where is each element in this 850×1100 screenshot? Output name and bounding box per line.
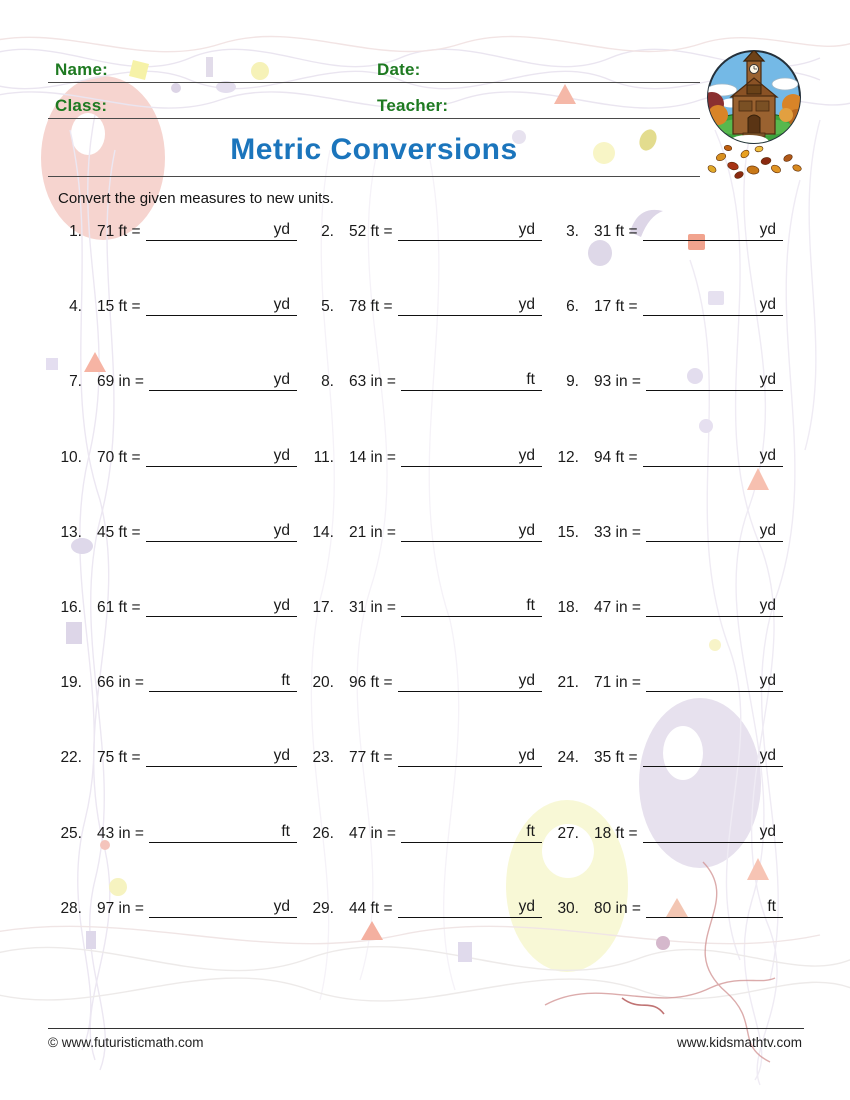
- answer-blank[interactable]: [646, 898, 783, 918]
- problem-number: 16.: [60, 598, 82, 616]
- answer-blank[interactable]: [401, 522, 542, 542]
- problem-question: 33 in =: [594, 523, 641, 541]
- footer-partner-link[interactable]: www.kidsmathtv.com: [676, 1035, 802, 1050]
- problem-number: 26.: [312, 824, 334, 842]
- problem-item: [310, 217, 542, 241]
- unit-label: yd: [273, 596, 290, 614]
- answer-blank[interactable]: [146, 447, 297, 467]
- problem-number: 18.: [557, 598, 579, 616]
- problem-question: 47 in =: [349, 824, 396, 842]
- page-title: Metric Conversions: [230, 133, 518, 166]
- unit-label: yd: [273, 296, 290, 314]
- unit-label: yd: [759, 446, 776, 464]
- unit-label: yd: [518, 296, 535, 314]
- problem-question: 35 ft =: [594, 749, 638, 767]
- problem-number: 7.: [69, 373, 82, 391]
- problem-number: 9.: [566, 373, 579, 391]
- problem-item: [310, 367, 542, 391]
- problems-grid: [58, 217, 788, 969]
- answer-blank[interactable]: [146, 597, 297, 617]
- problem-item: [310, 593, 542, 617]
- problem-question: 63 in =: [349, 373, 396, 391]
- problem-item: [310, 894, 542, 918]
- unit-label: yd: [273, 221, 290, 238]
- answer-blank[interactable]: [646, 371, 783, 391]
- problem-number: 27.: [557, 824, 579, 842]
- problem-question: 78 ft =: [349, 298, 393, 316]
- title-divider: [48, 176, 700, 177]
- problem-question: 71 ft =: [97, 223, 141, 240]
- problem-item: [58, 593, 297, 617]
- answer-blank[interactable]: [401, 371, 542, 391]
- problem-number: 14.: [312, 523, 334, 541]
- problem-number: 10.: [60, 448, 82, 466]
- answer-blank[interactable]: [401, 597, 542, 617]
- answer-blank[interactable]: [149, 672, 297, 692]
- answer-blank[interactable]: [398, 672, 542, 692]
- problem-question: 70 ft =: [97, 448, 141, 466]
- answer-blank[interactable]: [398, 221, 542, 241]
- problem-number: 5.: [321, 298, 334, 316]
- problem-item: [555, 443, 783, 467]
- problem-number: 15.: [557, 523, 579, 541]
- unit-label: ft: [526, 371, 535, 389]
- problem-number: 28.: [60, 899, 82, 917]
- footer-divider: [48, 1028, 804, 1029]
- answer-blank[interactable]: [643, 747, 783, 767]
- unit-label: yd: [759, 747, 776, 765]
- problem-question: 18 ft =: [594, 824, 638, 842]
- footer-source-link[interactable]: © www.futuristicmath.com: [48, 1035, 204, 1050]
- unit-label: ft: [526, 596, 535, 614]
- unit-label: yd: [759, 221, 776, 238]
- problem-number: 11.: [313, 448, 334, 466]
- problem-number: 8.: [321, 373, 334, 391]
- problem-number: 2.: [321, 223, 334, 240]
- unit-label: yd: [759, 371, 776, 389]
- unit-label: ft: [281, 822, 290, 840]
- problem-item: [310, 819, 542, 843]
- problem-question: 52 ft =: [349, 223, 393, 240]
- unit-label: yd: [759, 521, 776, 539]
- problem-question: 71 in =: [594, 674, 641, 692]
- unit-label: yd: [273, 897, 290, 915]
- answer-blank[interactable]: [646, 597, 783, 617]
- problem-question: 61 ft =: [97, 598, 141, 616]
- class-label: Class:: [55, 96, 108, 115]
- problem-number: 4.: [69, 298, 82, 316]
- unit-label: yd: [518, 446, 535, 464]
- problem-question: 66 in =: [97, 674, 144, 692]
- problem-item: [58, 819, 297, 843]
- problem-item: [310, 668, 542, 692]
- problem-question: 69 in =: [97, 373, 144, 391]
- unit-label: yd: [273, 371, 290, 389]
- problem-question: 45 ft =: [97, 523, 141, 541]
- problem-item: [58, 668, 297, 692]
- date-label: Date:: [377, 60, 421, 79]
- answer-blank[interactable]: [398, 898, 542, 918]
- problem-item: [555, 292, 783, 316]
- problem-question: 80 in =: [594, 899, 641, 917]
- problem-question: 44 ft =: [349, 899, 393, 917]
- problem-question: 31 ft =: [594, 223, 638, 240]
- problem-number: 23.: [312, 749, 334, 767]
- problem-item: [58, 518, 297, 542]
- problem-number: 22.: [60, 749, 82, 767]
- answer-blank[interactable]: [643, 296, 783, 316]
- answer-blank[interactable]: [643, 221, 783, 241]
- problem-item: [555, 894, 783, 918]
- answer-blank[interactable]: [643, 823, 783, 843]
- problem-number: 6.: [566, 298, 579, 316]
- unit-label: ft: [281, 672, 290, 690]
- problem-item: [555, 367, 783, 391]
- problem-number: 3.: [566, 223, 579, 240]
- problem-question: 75 ft =: [97, 749, 141, 767]
- answer-blank[interactable]: [401, 823, 542, 843]
- problem-item: [58, 894, 297, 918]
- answer-blank[interactable]: [146, 296, 297, 316]
- unit-label: yd: [518, 672, 535, 690]
- answer-blank[interactable]: [146, 522, 297, 542]
- problem-item: [310, 292, 542, 316]
- answer-blank[interactable]: [646, 522, 783, 542]
- problem-item: [555, 819, 783, 843]
- answer-blank[interactable]: [146, 747, 297, 767]
- problem-question: 17 ft =: [594, 298, 638, 316]
- problem-item: [555, 743, 783, 767]
- problem-number: 24.: [557, 749, 579, 767]
- instruction-text: Convert the given measures to new units.: [58, 190, 334, 207]
- problem-item: [310, 743, 542, 767]
- unit-label: yd: [273, 747, 290, 765]
- answer-blank[interactable]: [646, 672, 783, 692]
- answer-blank[interactable]: [149, 371, 297, 391]
- problem-item: [555, 518, 783, 542]
- problem-number: 20.: [312, 674, 334, 692]
- problem-question: 14 in =: [349, 448, 396, 466]
- unit-label: yd: [759, 672, 776, 690]
- schoolhouse-autumn-illustration: [703, 47, 809, 179]
- problem-number: 1.: [69, 223, 82, 240]
- unit-label: yd: [273, 521, 290, 539]
- problem-item: [555, 593, 783, 617]
- problem-number: 17.: [312, 598, 334, 616]
- problem-item: [310, 443, 542, 467]
- problem-item: [58, 743, 297, 767]
- unit-label: yd: [518, 221, 535, 238]
- unit-label: yd: [518, 897, 535, 915]
- problem-question: 77 ft =: [349, 749, 393, 767]
- problem-item: [58, 217, 297, 241]
- teacher-label: Teacher:: [377, 96, 449, 115]
- problem-number: 12.: [557, 448, 579, 466]
- problem-number: 29.: [312, 899, 334, 917]
- name-label: Name:: [55, 60, 108, 79]
- problem-number: 13.: [60, 523, 82, 541]
- name-date-write-line[interactable]: [48, 82, 700, 83]
- problem-question: 31 in =: [349, 598, 396, 616]
- problem-question: 97 in =: [97, 899, 144, 917]
- problem-item: [58, 292, 297, 316]
- problem-question: 94 ft =: [594, 448, 638, 466]
- unit-label: yd: [518, 747, 535, 765]
- answer-blank[interactable]: [398, 747, 542, 767]
- problem-item: [555, 217, 783, 241]
- unit-label: ft: [526, 822, 535, 840]
- class-teacher-write-line[interactable]: [48, 118, 700, 119]
- problem-item: [310, 518, 542, 542]
- answer-blank[interactable]: [149, 898, 297, 918]
- unit-label: yd: [518, 521, 535, 539]
- problem-item: [58, 443, 297, 467]
- problem-number: 30.: [557, 899, 579, 917]
- unit-label: yd: [759, 296, 776, 314]
- problem-number: 19.: [60, 674, 82, 692]
- problem-number: 21.: [557, 674, 579, 692]
- answer-blank[interactable]: [401, 447, 542, 467]
- problem-number: 25.: [60, 824, 82, 842]
- answer-blank[interactable]: [149, 823, 297, 843]
- problem-question: 96 ft =: [349, 674, 393, 692]
- unit-label: ft: [767, 897, 776, 915]
- problem-question: 47 in =: [594, 598, 641, 616]
- problem-question: 15 ft =: [97, 298, 141, 316]
- unit-label: yd: [759, 596, 776, 614]
- problem-question: 93 in =: [594, 373, 641, 391]
- answer-blank[interactable]: [643, 447, 783, 467]
- problem-item: [555, 668, 783, 692]
- answer-blank[interactable]: [146, 221, 297, 241]
- problem-question: 43 in =: [97, 824, 144, 842]
- problem-question: 21 in =: [349, 523, 396, 541]
- problem-item: [58, 367, 297, 391]
- unit-label: yd: [273, 446, 290, 464]
- answer-blank[interactable]: [398, 296, 542, 316]
- unit-label: yd: [759, 822, 776, 840]
